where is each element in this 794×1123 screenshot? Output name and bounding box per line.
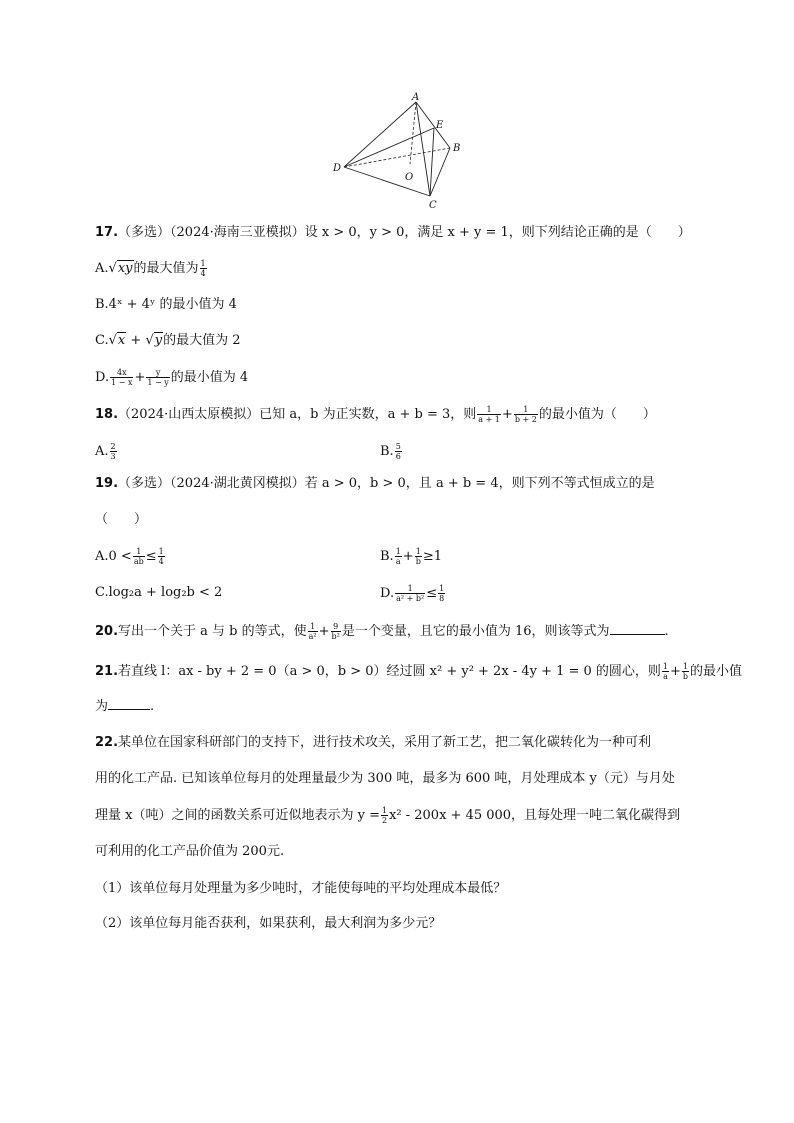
- edge-CB: [430, 148, 450, 196]
- question-22: 22.某单位在国家科研部门的支持下，进行技术攻关，采用了新工艺，把二氧化碳转化为一种可利: [95, 735, 652, 750]
- option-17d: D. $\frac{4x}{1 - x}$ + $\frac{y}{1 - y}$ 的最小值为 4: [95, 368, 249, 387]
- label-D: D: [333, 163, 342, 174]
- edge-AC: [416, 102, 430, 196]
- edge-DE: [344, 128, 434, 167]
- option-17b: B.4ˣ + 4ʸ 的最小值为 4: [95, 297, 237, 312]
- question-21: 21.若直线 l：ax - by + 2 = 0（a > 0，b > 0）经过圆 x² + y² + 2x - 4y + 1 = 0 的圆心，则 $\frac{1}{a}$ + $\frac{1}{b}$ 的最小值: [95, 662, 743, 681]
- option-19b: B. $\frac{1}{a}$ + $\frac{1}{b}$ ≥1: [380, 547, 442, 566]
- question-17: [95, 224, 699, 242]
- edge-AD: [344, 102, 416, 167]
- question-20: 20.写出一个关于 a 与 b 的等式，使 $\frac{1}{\text{a²}}$ + $\frac{9}{\text{b²}}$ 是一个变量，且它的最小值为 16，则该等式为 .: [95, 622, 669, 641]
- option-18b: B. $\frac{5}{6}$: [380, 442, 401, 461]
- option-19a: A.0 < $\frac{1}{ab}$ ≤ $\frac{1}{4}$: [95, 547, 164, 566]
- question-21-line2: 为 .: [95, 699, 155, 714]
- option-17c: C.√x + √y的最大值为 2: [95, 333, 241, 348]
- label-A: A: [412, 92, 420, 103]
- question-number: 17.: [95, 225, 119, 240]
- label-C: C: [429, 200, 437, 210]
- question-22-part2: （2）该单位每月能否获利，如果获利，最大利润为多少元？: [95, 916, 442, 931]
- label-E: E: [436, 120, 444, 131]
- question-19: 19.（多选）（2024·湖北黄冈模拟）若 a > 0，b > 0，且 a + b = 4，则下列不等式恒成立的是: [95, 476, 655, 491]
- option-17a: A.√xy的最大值为 $\frac{1}{4}$: [95, 259, 206, 278]
- question-22-line3: 理量 x（吨）之间的函数关系可近似地表示为 y = $\frac{1}{2}$ x² - 200x + 45 000，且每处理一吨二氧化碳得到: [95, 806, 681, 825]
- answer-blank[interactable]: [610, 634, 665, 635]
- edge-DC: [344, 167, 430, 196]
- tetrahedron-figure: [330, 92, 470, 210]
- question-22-line4: 可利用的化工产品价值为 200元.: [95, 844, 285, 859]
- question-22-line2: 用的化工产品. 已知该单位每月的处理量最少为 300 吨，最多为 600 吨，月处理成本 y（元）与月处: [95, 771, 675, 786]
- question-stem: （多选）（2024·海南三亚模拟）设 x > 0，y > 0，满足 x + y = 1，则下列结论正确的是（ ）: [118, 225, 691, 240]
- dashed-DB: [344, 148, 450, 167]
- edge-CE: [430, 128, 434, 196]
- option-19d: D. $\frac{1}{\text{a² + b²}}$ ≤ $\frac{1}{8}$: [380, 584, 445, 603]
- option-19c: C.log₂a + log₂b < 2: [95, 585, 223, 600]
- question-19-paren: （ ）: [95, 512, 148, 527]
- answer-blank[interactable]: [108, 709, 150, 710]
- question-18: 18.（2024·山西太原模拟）已知 a，b 为正实数，a + b = 3，则 $\frac{1}{a + 1}$ + $\frac{1}{b + 2}$ 的最小值为（ ）: [95, 405, 656, 424]
- label-O: O: [405, 172, 414, 183]
- question-22-part1: （1）该单位每月处理量为多少吨时，才能使每吨的平均处理成本最低？: [95, 881, 507, 896]
- option-18a: A. $\frac{2}{3}$: [95, 442, 116, 461]
- label-B: B: [453, 143, 461, 154]
